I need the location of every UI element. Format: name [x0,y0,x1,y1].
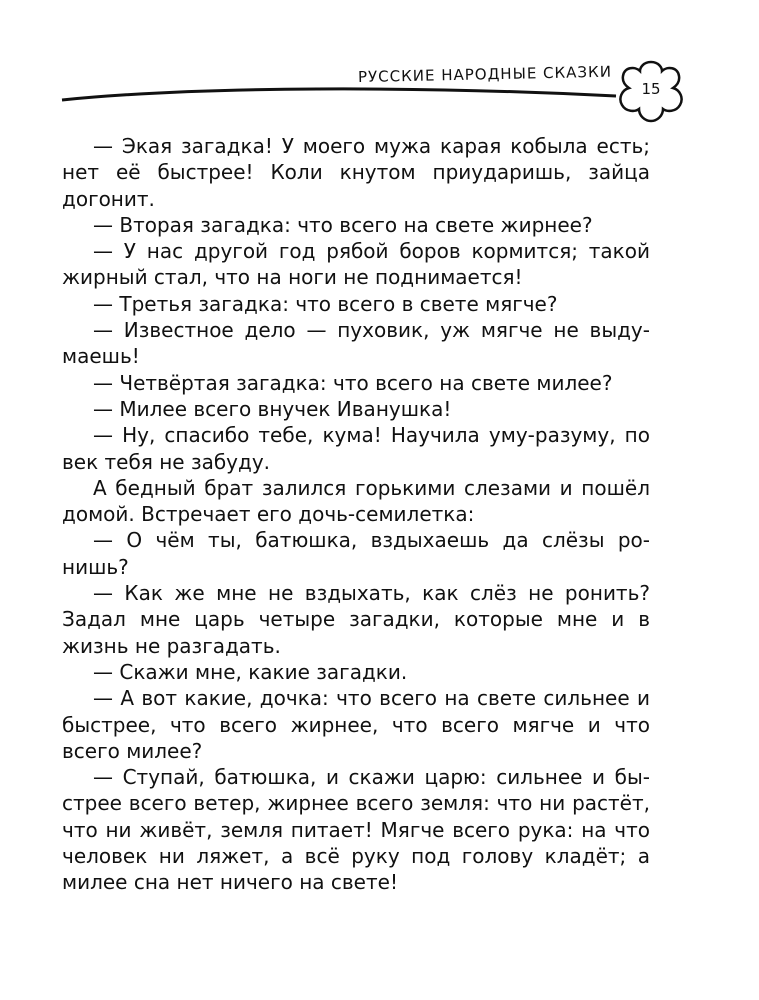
story-text [62,133,650,896]
paragraph: — Четвёртая загадка: что всего на свете милее? [93,370,613,395]
paragraph: — Скажи мне, какие загадки. [93,659,408,684]
paragraph: — Экая загадка! У моего мужа карая кобыла есть; нет её быстрее! Коли кнутом приударишь, зайца догонит. [62,134,650,211]
paragraph: — Ну, спасибо тебе, кума! Научила уму-разуму, по век тебя не забуду. [62,423,650,474]
paragraph: А бедный брат залился горькими слезами и пошёл домой. Встречает его дочь-семилетка: [62,475,650,527]
running-title: РУССКИЕ НАРОДНЫЕ СКАЗКИ [357,62,613,86]
paragraph: — А вот какие, дочка: что всего на свете сильнее и быстрее, что всего жирнее, что всего мягче и что всего милее? [62,686,650,763]
paragraph: — О чём ты, батюшка, вздыхаешь да слёзы ронишь? [62,528,650,579]
paragraph: — Ступай, батюшка, и скажи царю: сильнее и быстрее всего ветер, жирнее всего земля: что ни растёт, что ни живёт, земля питает! Мягче всего рука: на что человек ни ляжет, а всё руку под голову кладёт; а милее сна нет ничего на свете! [62,765,650,895]
page-number: 15 [641,80,661,98]
paragraph: — Третья загадка: что всего в свете мягче? [93,291,558,316]
paragraph: — Известное дело — пуховик, уж мягче не выдумаешь! [62,318,650,369]
paragraph: — Вторая загадка: что всего на свете жирнее? [93,212,593,237]
paragraph: — Милее всего внучек Иванушка! [93,396,452,421]
paragraph: — Как же мне не вздыхать, как слёз не ронить? Задал мне царь четыре загадки, которые мне и в жизнь не разгадать. [62,581,650,658]
paragraph: — У нас другой год рябой боров кормится; такой жирный стал, что на ноги не поднимается! [62,239,650,290]
